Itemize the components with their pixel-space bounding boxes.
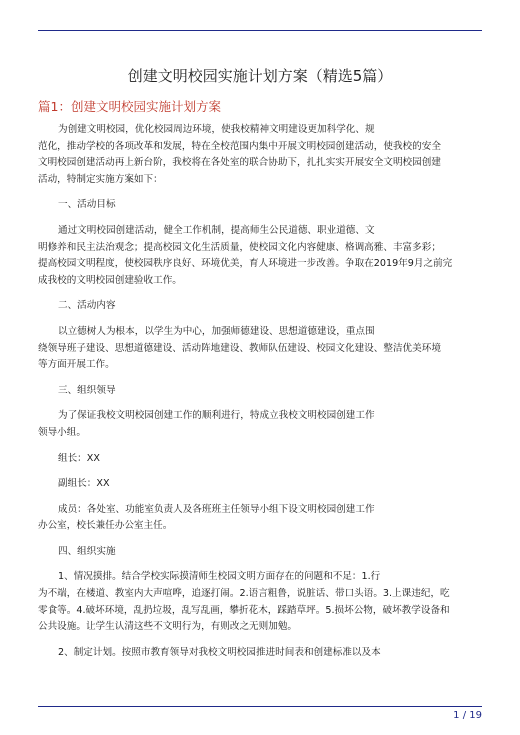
paragraph-line: 为不端，在楼道、教室内大声喧哗，追逐打闹。2.语言粗鲁，说脏话、带口头语。3.上课违纪，吃 — [38, 588, 450, 600]
paragraph-line: 为了保证我校文明校园创建工作的顺利进行，特成立我校文明校园创建工作 — [58, 410, 375, 422]
section-heading: 篇1：创建文明校园实施计划方案 — [38, 99, 221, 114]
paragraph-line: 2、制定计划。按照市教育领导对我校文明校园推进时间表和创建标准以及本 — [58, 646, 381, 658]
paragraph-line: 活动，特制定实施方案如下： — [38, 173, 163, 185]
paragraph — [38, 476, 484, 493]
paragraph-line: 一、活动目标 — [58, 199, 116, 211]
paragraph-line: 四、组织实施 — [58, 545, 116, 557]
paragraph-line: 明修养和民主法治观念；提高校园文化生活质量，使校园文化内容健康、格调高雅、丰富多彩； — [38, 241, 441, 253]
paragraph — [38, 451, 484, 468]
paragraph-line: 绕领导班子建设、思想道德建设、活动阵地建设、教师队伍建设、校园文化建设、整洁优美环境 — [38, 342, 441, 354]
paragraph-line: 1、情况摸排。结合学校实际摸清师生校园文明方面存在的问题和不足：1.行 — [58, 571, 381, 583]
paragraph-line: 范化，推动学校的各项改革和发展，特在全校范围内集中开展文明校园创建活动，使我校的安全 — [38, 140, 441, 152]
paragraph-line: 成员：各处室、功能室负责人及各班班主任领导小组下设文明校园创建工作 — [58, 503, 375, 515]
document-body — [38, 122, 484, 670]
paragraph-line: 二、活动内容 — [58, 300, 116, 312]
paragraph-line: 领导小组。 — [38, 426, 86, 438]
paragraph — [38, 197, 484, 214]
document-title: 创建文明校园实施计划方案（精选5篇） — [127, 67, 393, 85]
paragraph-line: 以立德树人为根本，以学生为中心，加强师德建设、思想道德建设，重点围 — [58, 325, 375, 337]
paragraph-line: 副组长：XX — [58, 478, 110, 490]
header-rule — [38, 30, 482, 31]
paragraph-line: 组长：XX — [58, 452, 100, 464]
page-number: 1 / 19 — [453, 710, 482, 721]
paragraph — [38, 569, 484, 635]
paragraph — [38, 122, 484, 188]
paragraph-line: 文明校园创建活动再上新台阶，我校将在各处室的联合协助下，扎扎实实开展安全文明校园创建 — [38, 157, 441, 169]
paragraph-line: 公共设施。让学生认清这些不文明行为，有则改之无则加勉。 — [38, 621, 298, 633]
paragraph-line: 为创建文明校园，优化校园周边环境，使我校精神文明建设更加科学化、规 — [58, 124, 375, 135]
paragraph-line: 成我校的文明校园创建验收工作。 — [38, 274, 182, 286]
paragraph-line: 提高校园文明程度，使校园秩序良好、环境优美，育人环境进一步改善。争取在2019年9月之前完 — [38, 258, 453, 270]
paragraph — [38, 298, 484, 315]
paragraph-line: 零食等。4.破坏环境，乱扔垃圾，乱写乱画，攀折花木，踩踏草坪。5.损坏公物，破坏教学设备和 — [38, 604, 450, 616]
paragraph — [38, 223, 484, 289]
paragraph — [38, 324, 484, 374]
paragraph — [38, 645, 484, 662]
paragraph-line: 三、组织领导 — [58, 384, 116, 396]
paragraph — [38, 408, 484, 441]
paragraph — [38, 502, 484, 535]
paragraph-line: 通过文明校园创建活动，健全工作机制，提高师生公民道德、职业道德、文 — [58, 224, 375, 236]
paragraph-line: 办公室，校长兼任办公室主任。 — [38, 520, 173, 532]
paragraph-line: 等方面开展工作。 — [38, 359, 115, 371]
footer-rule — [38, 706, 482, 707]
paragraph — [38, 383, 484, 400]
paragraph — [38, 544, 484, 561]
